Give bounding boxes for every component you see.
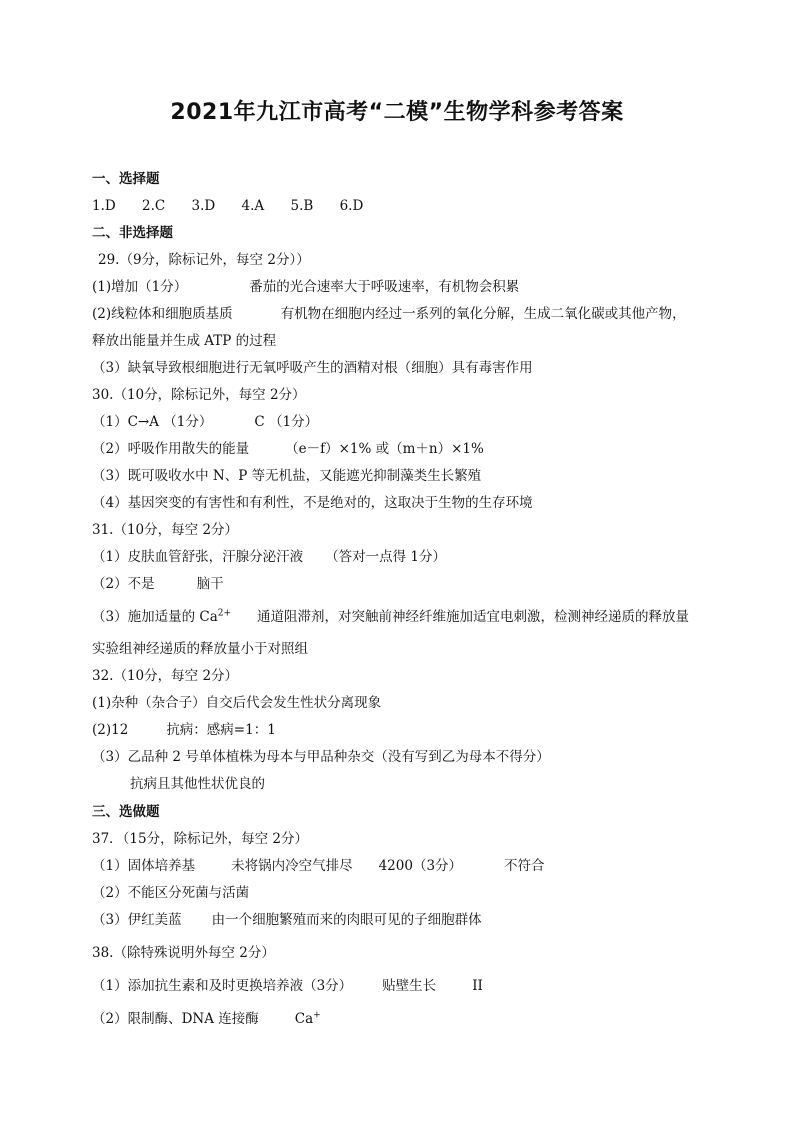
q30-answer-1: （1）C→A （1分） C （1分）: [92, 414, 319, 430]
q37-answer-3: （3）伊红美蓝 由一个细胞繁殖而来的肉眼可见的子细胞群体: [92, 912, 482, 928]
q32-answer-4: 抗病且其他性状优良的: [130, 776, 265, 792]
q37-answer-2: （2）不能区分死菌与活菌: [92, 885, 250, 901]
q31-answer-1: （1）皮肤血管舒张，汗腺分泌汗液 （答对一点得 1分）: [92, 549, 446, 565]
section-heading-choice: 一、选择题: [92, 171, 160, 187]
mc-answer: 1.D: [92, 198, 116, 214]
section-heading-nonchoice: 二、非选择题: [92, 225, 173, 241]
q30-answer-2: （2）呼吸作用散失的能量 （e－f）×1% 或（m＋n）×1%: [92, 441, 484, 457]
q38-answer-2: （2）限制酶、DNA 连接酶 Ca+: [92, 1010, 321, 1027]
q29-answer-2-cont: 释放出能量并生成 ATP 的过程: [92, 333, 277, 349]
q37-answer-1: （1）固体培养基 未将锅内冷空气排尽 4200（3分） 不符合: [92, 858, 545, 874]
q29-heading: 29.（9分，除标记外，每空 2分））: [98, 252, 310, 268]
q38-answer-1: （1）添加抗生素和及时更换培养液（3分） 贴壁生长 II: [92, 978, 483, 994]
q30-answer-3: （3）既可吸收水中 N、P 等无机盐，又能遮光抑制藻类生长繁殖: [92, 468, 482, 484]
q29-answer-3: （3）缺氧导致根细胞进行无氧呼吸产生的酒精对根（细胞）具有毒害作用: [92, 360, 533, 376]
q31-answer-4: 实验组神经递质的释放量小于对照组: [92, 641, 308, 657]
q32-answer-2: (2)12 抗病：感病=1：1: [92, 722, 276, 738]
q29-answer-1: (1)增加（1分） 番茄的光合速率大于呼吸速率，有机物会积累: [92, 279, 520, 295]
q29-answer-2: (2)线粒体和细胞质基质 有机物在细胞内经过一系列的氧化分解，生成二氧化碳或其他产物，: [92, 306, 686, 322]
page-title: 2021年九江市高考“二模”生物学科参考答案: [170, 100, 624, 125]
multiple-choice-answers: [92, 197, 722, 215]
q30-heading: 30.（10分，除标记外，每空 2分）: [92, 387, 306, 403]
q31-answer-3: （3）施加适量的 $Ca^{2+}$ 通道阻滞剂，对突触前神经纤维施加适宜电刺激，检测神经递质的释放量: [92, 608, 690, 625]
mc-answer: 6.D: [339, 198, 364, 214]
q31-answer-2: （2）不是 脑干: [92, 576, 224, 592]
q32-answer-1: (1)杂种（杂合子）自交后代会发生性状分离现象: [92, 695, 382, 711]
section-heading-elective: 三、选做题: [92, 804, 160, 820]
q37-heading: 37．（15分，除标记外，每空 2分）: [92, 831, 308, 847]
mc-answer: 4.A: [241, 198, 265, 214]
q32-answer-3: （3）乙品种 2 号单体植株为母本与甲品种杂交（没有写到乙为母本不得分）: [92, 749, 550, 765]
q32-heading: 32.（10分，每空 2分）: [92, 668, 239, 684]
mc-answer: 2.C: [142, 198, 166, 214]
q38-heading: 38.（除特殊说明外每空 2分）: [92, 945, 275, 961]
mc-answer: 3.D: [191, 198, 216, 214]
q30-answer-4: （4）基因突变的有害性和有利性，不是绝对的，这取决于生物的生存环境: [92, 495, 533, 511]
q31-heading: 31.（10分，每空 2分）: [92, 522, 239, 538]
mc-answer: 5.B: [290, 198, 314, 214]
